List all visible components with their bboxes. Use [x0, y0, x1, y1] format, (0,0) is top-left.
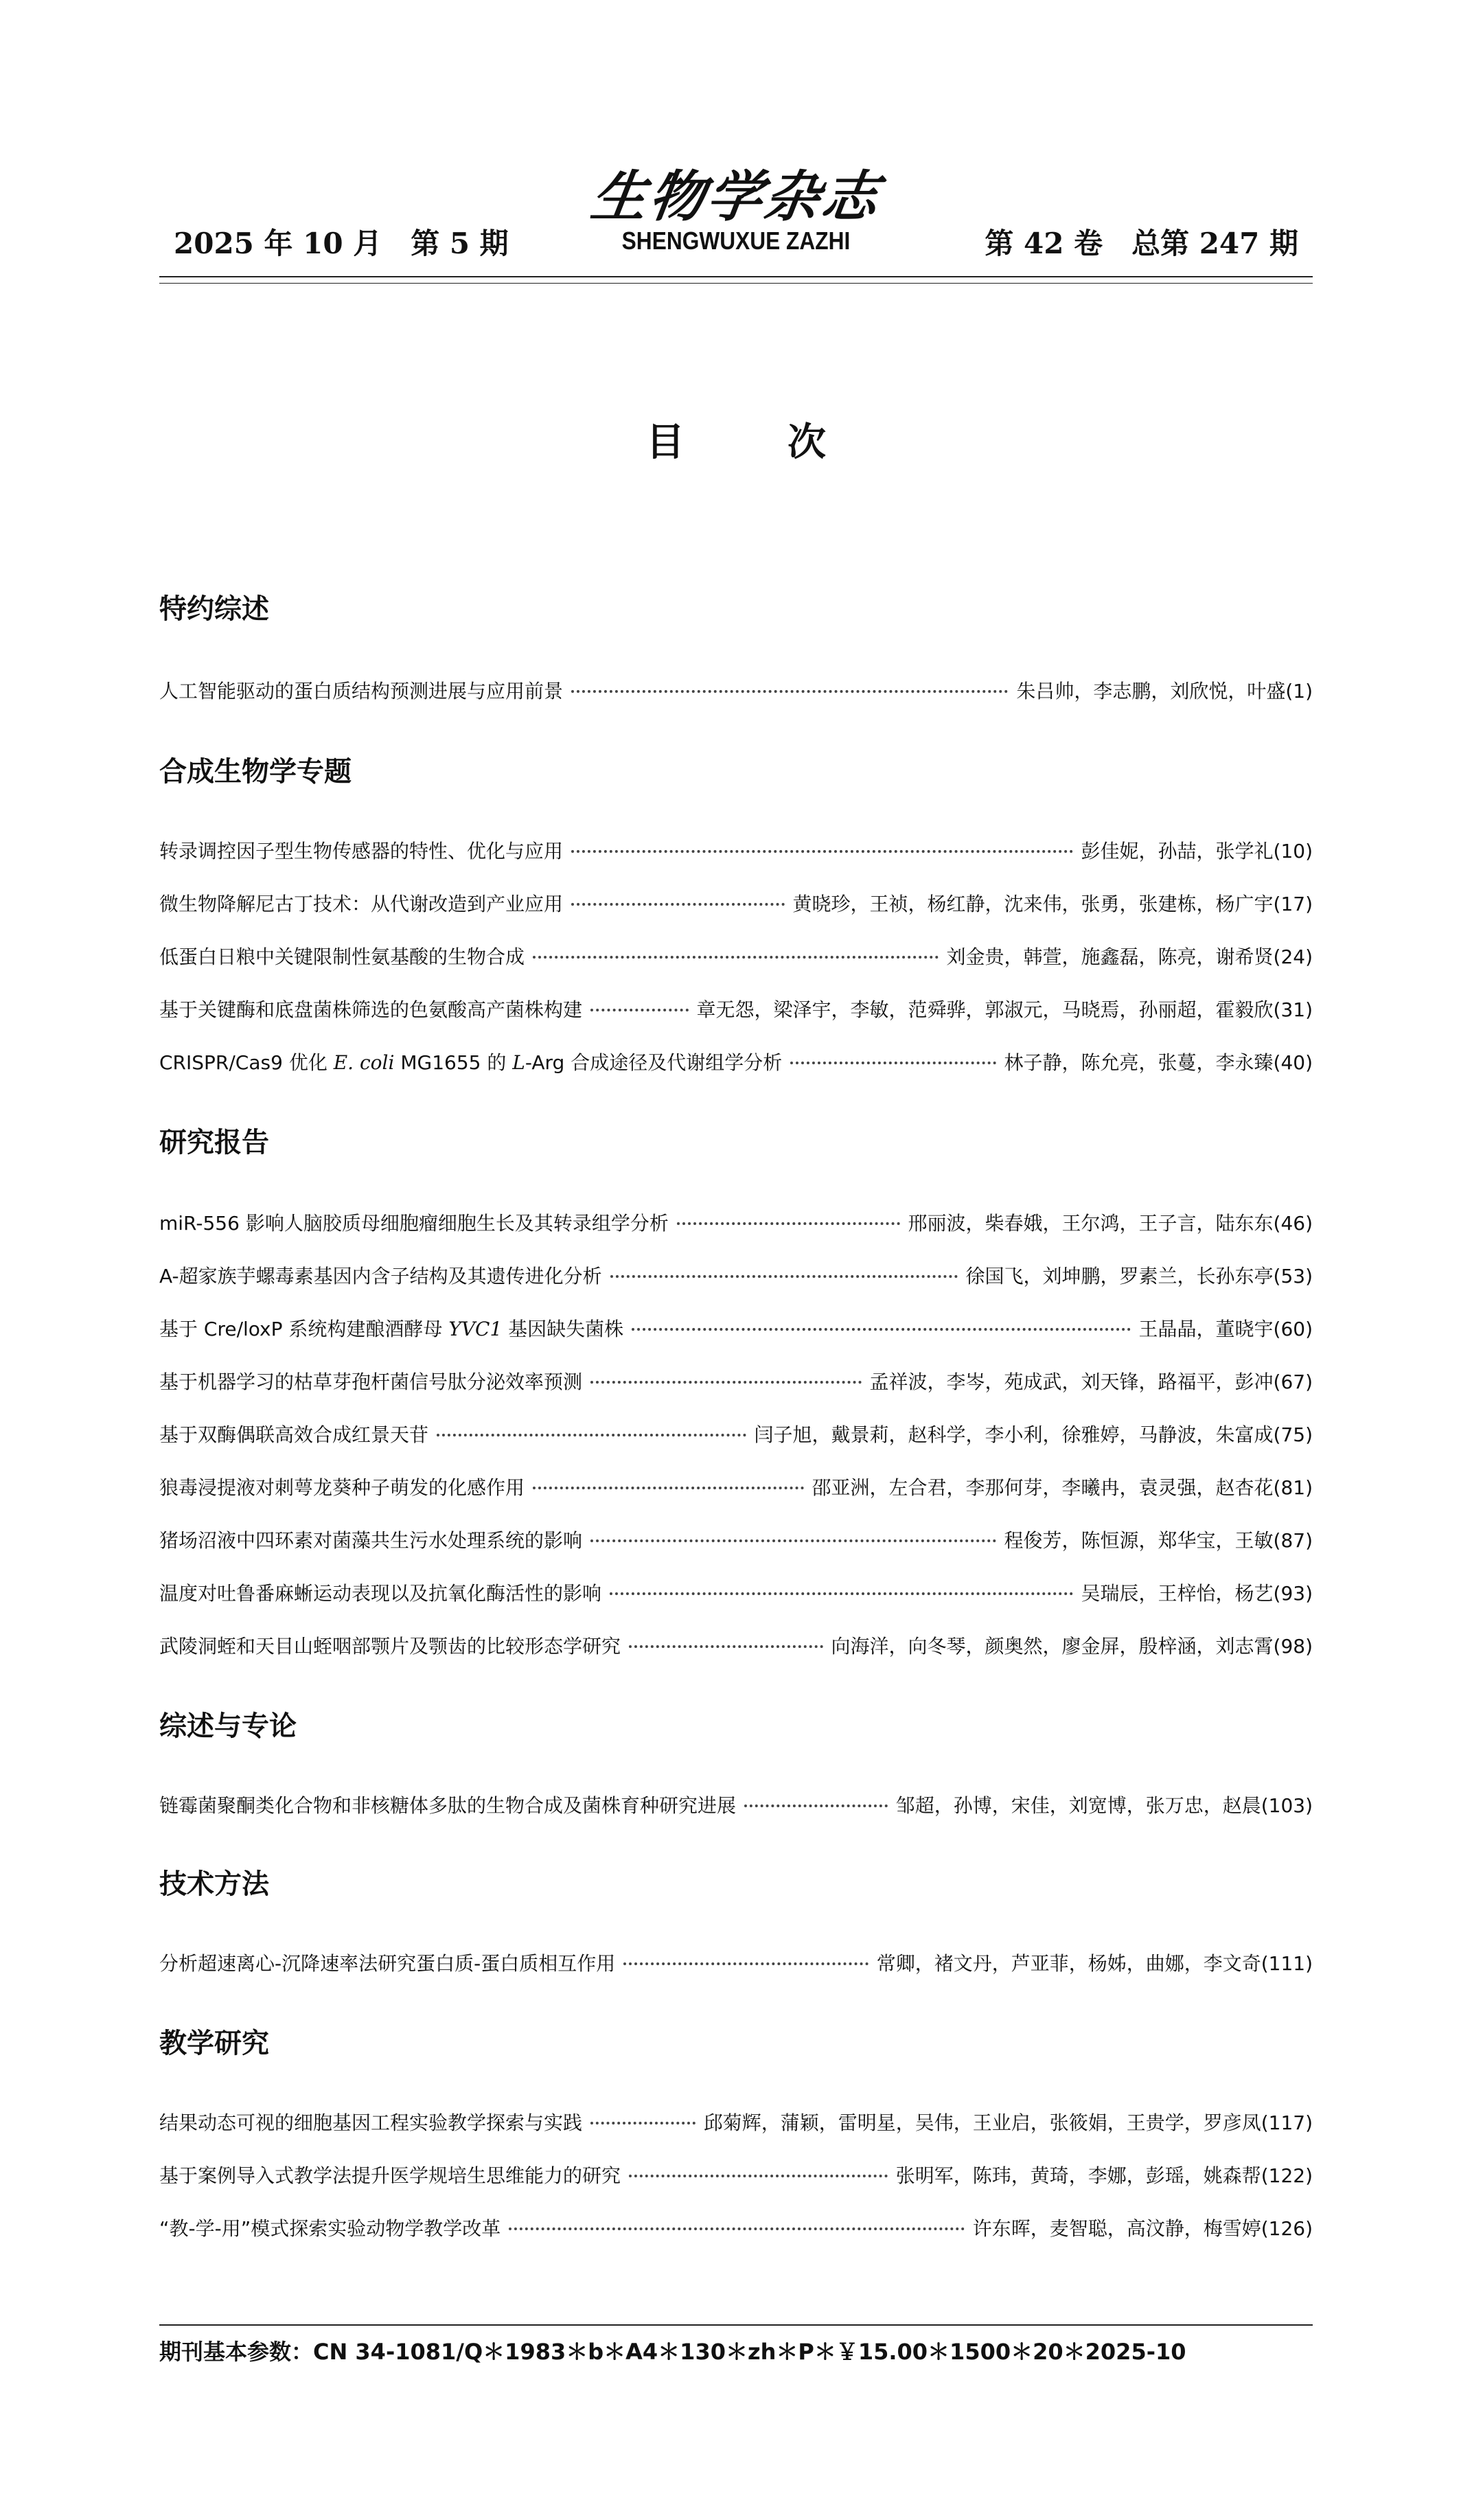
- entry-authors: 孟祥波，李岑，苑成武，刘天锋，路福平，彭冲(67): [869, 1371, 1313, 1393]
- toc-title: 目次: [646, 420, 929, 465]
- entry-authors: 林子静，陈允亮，张蔓，李永臻(40): [1004, 1051, 1313, 1074]
- leader-dots: [610, 1592, 1073, 1595]
- toc-entry[interactable]: [159, 2214, 1313, 2244]
- entry-title: 基于 Cre/loxP 系统构建酿酒酵母 YVC1 基因缺失菌株: [159, 1318, 624, 1340]
- leader-dots: [632, 1328, 1130, 1331]
- toc-entry[interactable]: [159, 1631, 1313, 1662]
- leader-dots: [571, 850, 1073, 853]
- toc-entry[interactable]: [159, 1420, 1313, 1450]
- toc-entry[interactable]: [159, 1579, 1313, 1609]
- entry-title: A-超家族芋螺毒素基因内含子结构及其遗传进化分析: [159, 1265, 602, 1287]
- entry-title: 分析超速离心-沉降速率法研究蛋白质-蛋白质相互作用: [159, 1952, 616, 1975]
- masthead: [0, 165, 1472, 228]
- entry-authors: 朱吕帅，李志鹏，刘欣悦，叶盛(1): [1016, 680, 1313, 702]
- toc-entry[interactable]: [159, 676, 1313, 707]
- section-heading: 合成生物学专题: [159, 756, 352, 788]
- journal-logo: 生物学杂志: [587, 164, 885, 229]
- toc-entry[interactable]: [159, 1261, 1313, 1292]
- entry-title: 狼毒浸提液对刺萼龙葵种子萌发的化感作用: [159, 1476, 525, 1499]
- entry-title: 转录调控因子型生物传感器的特性、优化与应用: [159, 840, 564, 862]
- leader-dots: [533, 956, 939, 959]
- toc-entry[interactable]: [159, 1367, 1313, 1397]
- entry-title: 链霉菌聚酮类化合物和非核糖体多肽的生物合成及菌株育种研究进展: [159, 1794, 737, 1817]
- entry-authors: 闫子旭，戴景莉，赵科学，李小利，徐雅婷，马静波，朱富成(75): [754, 1423, 1313, 1446]
- section-heading: 技术方法: [159, 1868, 269, 1900]
- leader-dots: [677, 1222, 900, 1225]
- leader-dots: [744, 1805, 888, 1807]
- entry-title: “教-学-用”模式探索实验动物学教学改革: [159, 2217, 501, 2240]
- leader-dots: [629, 2175, 888, 2177]
- leader-dots: [629, 1645, 823, 1648]
- toc-entry[interactable]: [159, 2161, 1313, 2191]
- entry-title: 低蛋白日粮中关键限制性氨基酸的生物合成: [159, 946, 525, 968]
- entry-authors: 邢丽波，柴春娥，王尔鸿，王子言，陆东东(46): [908, 1212, 1313, 1235]
- entry-authors: 向海洋，向冬琴，颜奥然，廖金屏，殷梓涵，刘志霄(98): [831, 1635, 1313, 1658]
- entry-authors: 徐国飞，刘坤鹏，罗素兰，长孙东亭(53): [965, 1265, 1313, 1287]
- toc-entry[interactable]: [159, 942, 1313, 972]
- entry-title: 基于案例导入式教学法提升医学规培生思维能力的研究: [159, 2164, 621, 2187]
- toc-entry[interactable]: [159, 889, 1313, 919]
- leader-dots: [610, 1275, 958, 1278]
- leader-dots: [590, 1381, 862, 1384]
- entry-title: 基于机器学习的枯草芽孢杆菌信号肽分泌效率预测: [159, 1371, 583, 1393]
- entry-authors: 吴瑞辰，王梓怡，杨艺(93): [1081, 1582, 1313, 1605]
- leader-dots: [571, 690, 1008, 693]
- toc-entry[interactable]: [159, 1473, 1313, 1503]
- leader-dots: [790, 1062, 996, 1064]
- entry-title: miR-556 影响人脑胶质母细胞瘤细胞生长及其转录组学分析: [159, 1212, 669, 1235]
- entry-title: 微生物降解尼古丁技术：从代谢改造到产业应用: [159, 893, 564, 915]
- leader-dots: [590, 1009, 689, 1011]
- toc-entry[interactable]: [159, 1526, 1313, 1556]
- journal-pinyin: SHENGWUXUE ZAZHI: [621, 227, 851, 255]
- entry-authors: 常卿，褚文丹，芦亚菲，杨姊，曲娜，李文奇(111): [876, 1952, 1313, 1975]
- entry-authors: 邱菊辉，蒲颖，雷明星，吴伟，王业启，张筱娟，王贵学，罗彦凤(117): [703, 2111, 1313, 2134]
- header-rule: [159, 276, 1313, 284]
- leader-dots: [571, 903, 785, 906]
- toc-entry[interactable]: [159, 1949, 1313, 1979]
- leader-dots: [533, 1487, 804, 1489]
- entry-title: 猪场沼液中四环素对菌藻共生污水处理系统的影响: [159, 1529, 583, 1552]
- toc-entry[interactable]: [159, 1048, 1313, 1078]
- toc-entry[interactable]: [159, 2108, 1313, 2138]
- section-heading: 综述与专论: [159, 1710, 297, 1742]
- leader-dots: [623, 1962, 868, 1965]
- toc-entry[interactable]: [159, 1314, 1313, 1344]
- entry-title: CRISPR/Cas9 优化 E. coli MG1655 的 L-Arg 合成途径及代谢组学分析: [159, 1051, 783, 1074]
- entry-authors: 许东晖，麦智聪，高汶静，梅雪婷(126): [972, 2217, 1313, 2240]
- section-heading: 特约综述: [159, 593, 269, 625]
- entry-authors: 刘金贵，韩萱，施鑫磊，陈亮，谢希贤(24): [946, 946, 1313, 968]
- entry-title: 基于双酶偶联高效合成红景天苷: [159, 1423, 429, 1446]
- footer-rule: [159, 2324, 1313, 2326]
- volume-info: 第 42 卷 总第 247 期: [985, 227, 1298, 260]
- leader-dots: [437, 1434, 746, 1436]
- toc-entry[interactable]: [159, 995, 1313, 1025]
- entry-authors: 黄晓珍，王祯，杨红静，沈来伟，张勇，张建栋，杨广宇(17): [792, 893, 1313, 915]
- entry-title: 温度对吐鲁番麻蜥运动表现以及抗氧化酶活性的影响: [159, 1582, 602, 1605]
- entry-authors: 邵亚洲，左合君，李那何芽，李曦冉，袁灵强，赵杏花(81): [812, 1476, 1313, 1499]
- toc-entry[interactable]: [159, 1209, 1313, 1239]
- toc-entry[interactable]: [159, 1791, 1313, 1821]
- entry-title: 基于关键酶和底盘菌株筛选的色氨酸高产菌株构建: [159, 998, 583, 1021]
- entry-authors: 程俊芳，陈恒源，郑华宝，王敏(87): [1004, 1529, 1313, 1552]
- section-heading: 教学研究: [159, 2028, 269, 2059]
- toc-entry[interactable]: [159, 836, 1313, 867]
- entry-title: 人工智能驱动的蛋白质结构预测进展与应用前景: [159, 680, 564, 702]
- entry-authors: 彭佳妮，孙喆，张学礼(10): [1081, 840, 1313, 862]
- entry-authors: 章无怨，梁泽宇，李敏，范舜骅，郭淑元，马晓焉，孙丽超，霍毅欣(31): [696, 998, 1313, 1021]
- section-heading: 研究报告: [159, 1127, 269, 1158]
- entry-title: 武陵洞蛭和天目山蛭咽部颚片及颚齿的比较形态学研究: [159, 1635, 621, 1658]
- issue-date: 2025 年 10 月 第 5 期: [174, 227, 509, 260]
- entry-authors: 王晶晶，董晓宇(60): [1138, 1318, 1313, 1340]
- entry-authors: 张明军，陈玮，黄琦，李娜，彭瑶，姚森帮(122): [895, 2164, 1313, 2187]
- entry-title: 结果动态可视的细胞基因工程实验教学探索与实践: [159, 2111, 583, 2134]
- journal-parameters: 期刊基本参数：CN 34-1081/Q＊1983＊b＊A4＊130＊zh＊P＊￥15.00＊1500＊20＊2025-10: [159, 2339, 1186, 2365]
- entry-authors: 邹超，孙博，宋佳，刘宽博，张万忠，赵晨(103): [895, 1794, 1313, 1817]
- leader-dots: [509, 2227, 964, 2230]
- leader-dots: [590, 1539, 996, 1542]
- leader-dots: [590, 2122, 695, 2124]
